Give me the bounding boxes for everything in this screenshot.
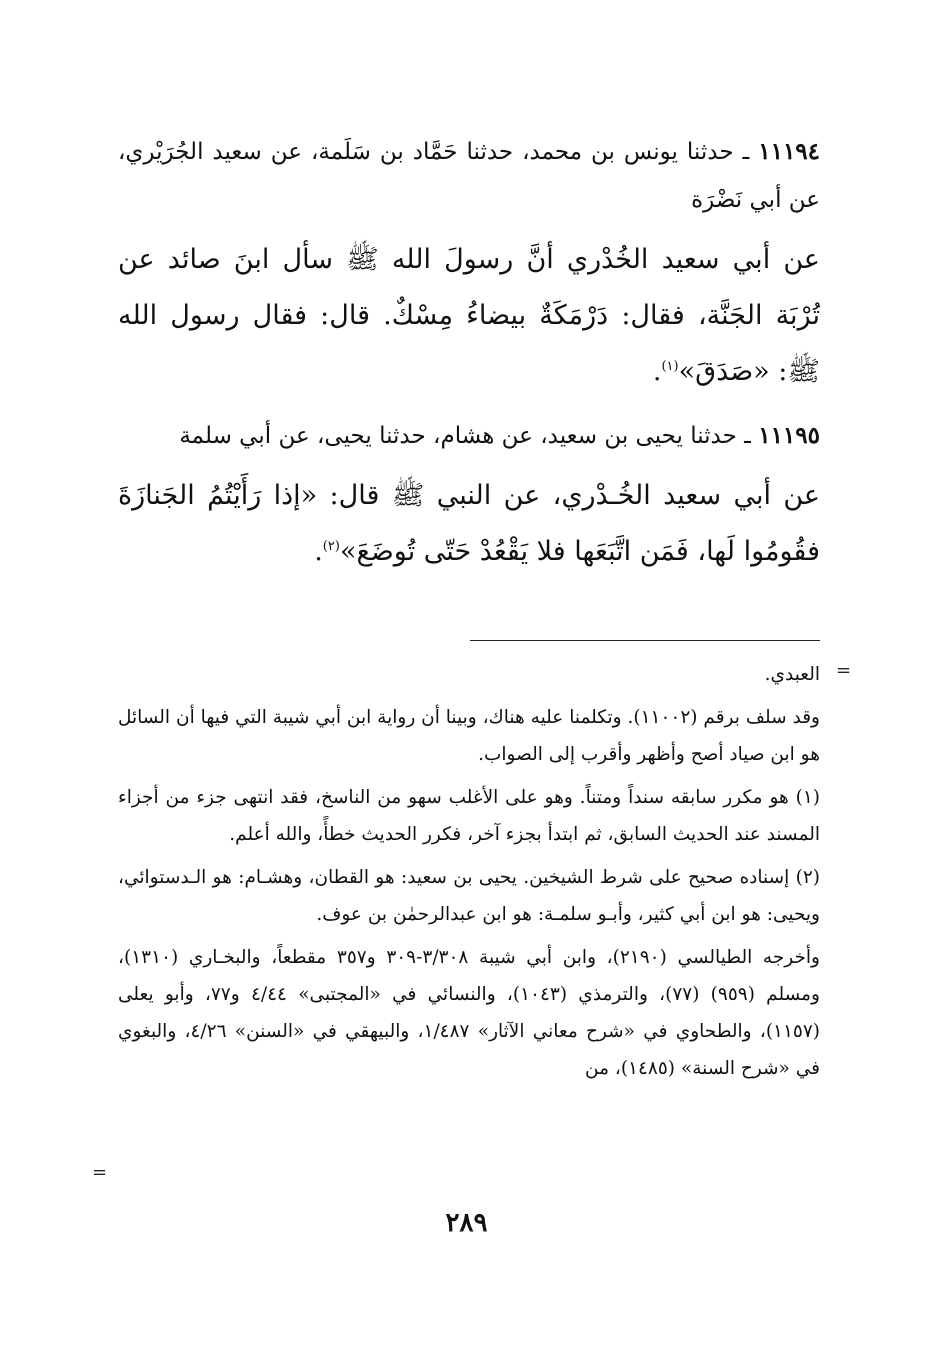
footnote-carryover: العبدي. — [764, 664, 820, 685]
hadith-1-text: عن أبي سعيد الخُدْري أنَّ رسولَ الله ﷺ سأل ابنَ صائد عن تُرْبَة الجَنَّة، فقال: دَرْمَكَةٌ بيضاءُ مِسْكٌ. قال: فقال رسول الله ﷺ: «صَدَقَ» — [118, 244, 820, 387]
footnote-continued-mark: = — [836, 660, 852, 681]
hadith-1-isnad — [118, 128, 820, 224]
footnotes — [118, 656, 820, 1093]
footnote-2-sources: وأخرجه الطيالسي (٢١٩٠)، وابن أبي شيبة ٣/٣٠٨-٣٠٩ و٣٥٧ مقطعاً، والبخـاري (١٣١٠)، ومسلم (٩٥٩) (٧٧)، والترمذي (١٠٤٣)، والنسائي في «المجتبى» ٤/٤٤ و٧٧، وأبو يعلى (١١٥٧)، والطحاوي في «شرح معاني الآثار» ١/٤٨٧، والبيهقي في «السنن» ٤/٢٦، والبغوي في «شرح السنة» (١٤٨٥)، من — [118, 947, 821, 1079]
hadith-1-matn — [118, 232, 820, 400]
footnote-continues-mark: = — [92, 1162, 108, 1183]
hadith-2-number: ١١١٩٥ — [758, 422, 820, 449]
hadith-2-isnad — [118, 412, 820, 460]
hadith-2-matn — [118, 468, 820, 580]
hadith-1-number: ١١١٩٤ — [758, 138, 821, 165]
hadith-2-end: . — [314, 536, 323, 567]
hadith-2-chain: ـ حدثنا يحيى بن سعيد، عن هشام، حدثنا يحيى، عن أبي سلمة — [179, 423, 751, 449]
page-number: ٢٨٩ — [445, 1208, 488, 1238]
footnote-separator — [470, 640, 820, 641]
hadith-2-note-ref: (٢) — [322, 539, 340, 554]
hadith-1-end: . — [652, 356, 662, 387]
footnote-carryover-detail: وقد سلف برقم (١١٠٠٢). وتكلمنا عليه هناك، وبينا أن رواية ابن أبي شيبة التي فيها أن السائل هو ابن صياد أصح وأظهر وأقرب إلى الصواب. — [118, 707, 820, 765]
main-text — [118, 128, 820, 592]
footnote-2: (٢) إسناده صحيح على شرط الشيخين. يحيى بن سعيد: هو القطان، وهشـام: هو الـدستوائي، ويحيى: هو ابن أبي كثير، وأبـو سلمـة: هو ابن عبدالرحمٰن بن عوف. — [118, 867, 820, 925]
hadith-1-note-ref: (١) — [661, 359, 679, 374]
hadith-1-chain: ـ حدثنا يونس بن محمد، حدثنا حَمَّاد بن سَلَمة، عن سعيد الجُرَيْري، عن أبي نَضْرَة — [118, 139, 820, 213]
footnote-1: (١) هو مكرر سابقه سنداً ومتناً. وهو على الأغلب سهو من الناسخ، فقد انتهى جزء من أجزاء المسند عند الحديث السابق، ثم ابتدأ بجزء آخر، فكرر الحديث خطأً، والله أعلم. — [118, 787, 820, 845]
hadith-2-text: عن أبي سعيد الخُـدْري، عن النبي ﷺ قال: «إذا رَأَيْتُمُ الجَنازَةَ فقُومُوا لَها، فَمَن اتَّبَعَها فلا يَقْعُدْ حَتّى تُوضَعَ» — [118, 480, 820, 567]
